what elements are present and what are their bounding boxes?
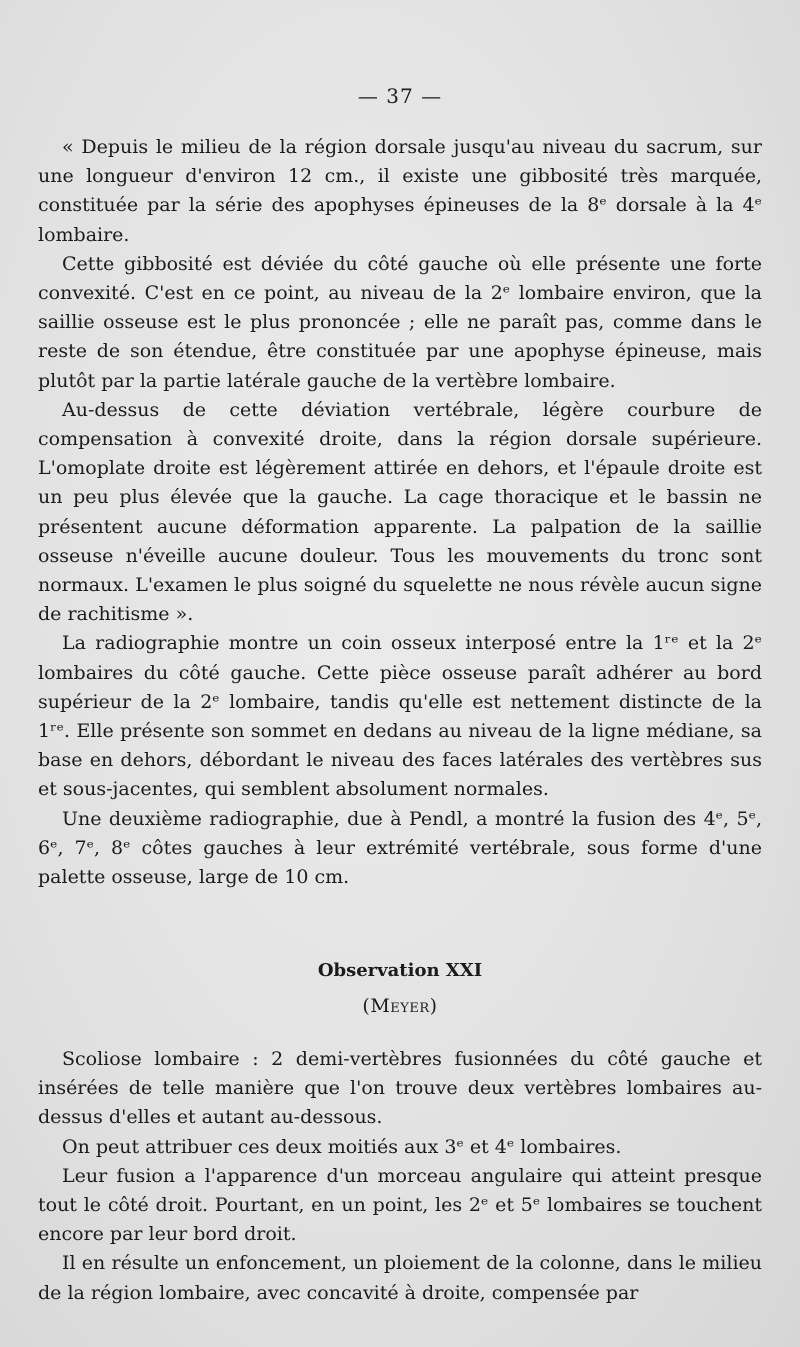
body-section-2 <box>38 1045 762 1308</box>
paragraph: Il en résulte un enfoncement, un ploiement de la colonne, dans le milieu de la région lombaire, avec concavité à droite, compensée par <box>38 1252 762 1304</box>
paragraph: La radiographie montre un coin osseux interposé entre la 1ʳᵉ et la 2ᵉ lombaires du côté gauche. Cette pièce osseuse paraît adhérer au bord supérieur de la 2ᵉ lombaire, tandis qu'elle est nettement distincte de la 1ʳᵉ. Elle présente son sommet en dedans au niveau de la ligne médiane, sa base en dehors, débordant le niveau des faces latérales des vertèbres sus et sous-jacentes, qui semblent absolument normales. <box>38 632 762 801</box>
page-number: — 37 — <box>357 84 443 108</box>
paragraph: Au-dessus de cette déviation vertébrale, légère courbure de compensation à convexité droite, dans la région dorsale supérieure. L'omoplate droite est légèrement attirée en dehors, et l'épaule droite est un peu plus élevée que la gauche. La cage thoracique et le bassin ne présentent aucune déformation apparente. La palpation de la saillie osseuse n'éveille aucune douleur. Tous les mouvements du tronc sont normaux. L'examen le plus soigné du squelette ne nous révèle aucun signe de rachitisme ». <box>38 398 762 626</box>
paragraph: Leur fusion a l'apparence d'un morceau angulaire qui atteint presque tout le côté droit. Pourtant, en un point, les 2ᵉ et 5ᵉ lombaires se touchent encore par leur bord droit. <box>38 1164 762 1246</box>
observation-author <box>38 995 762 1017</box>
paragraph: Une deuxième radiographie, due à Pendl, a montré la fusion des 4ᵉ, 5ᵉ, 6ᵉ, 7ᵉ, 8ᵉ côtes gauches à leur extrémité vertébrale, sous forme d'une palette osseuse, large de 10 cm. <box>38 807 762 889</box>
paragraph: On peut attribuer ces deux moitiés aux 3ᵉ et 4ᵉ lombaires. <box>62 1135 622 1158</box>
paragraph: Cette gibbosité est déviée du côté gauche où elle présente une forte convexité. C'est en ce point, au niveau de la 2ᵉ lombaire environ, que la saillie osseuse est le plus prononcée ; elle ne paraît pas, comme dans le reste de son étendue, être constituée par une apophyse épineuse, mais plutôt par la partie latérale gauche de la vertèbre lombaire. <box>38 252 762 392</box>
author-name: (Meyer) <box>362 995 438 1017</box>
observation-title: Observation XXI <box>317 960 483 981</box>
body-section-1 <box>38 133 762 892</box>
paragraph: Scoliose lombaire : 2 demi-vertèbres fusionnées du côté gauche et insérées de telle manière que l'on trouve deux vertèbres lombaires au-dessus d'elles et autant au-dessous. <box>38 1048 762 1129</box>
paragraph: « Depuis le milieu de la région dorsale jusqu'au niveau du sacrum, sur une longueur d'environ 12 cm., il existe une gibbosité très marquée, constituée par la série des apophyses épineuses de la 8ᵉ dorsale à la 4ᵉ lombaire. <box>38 136 762 246</box>
